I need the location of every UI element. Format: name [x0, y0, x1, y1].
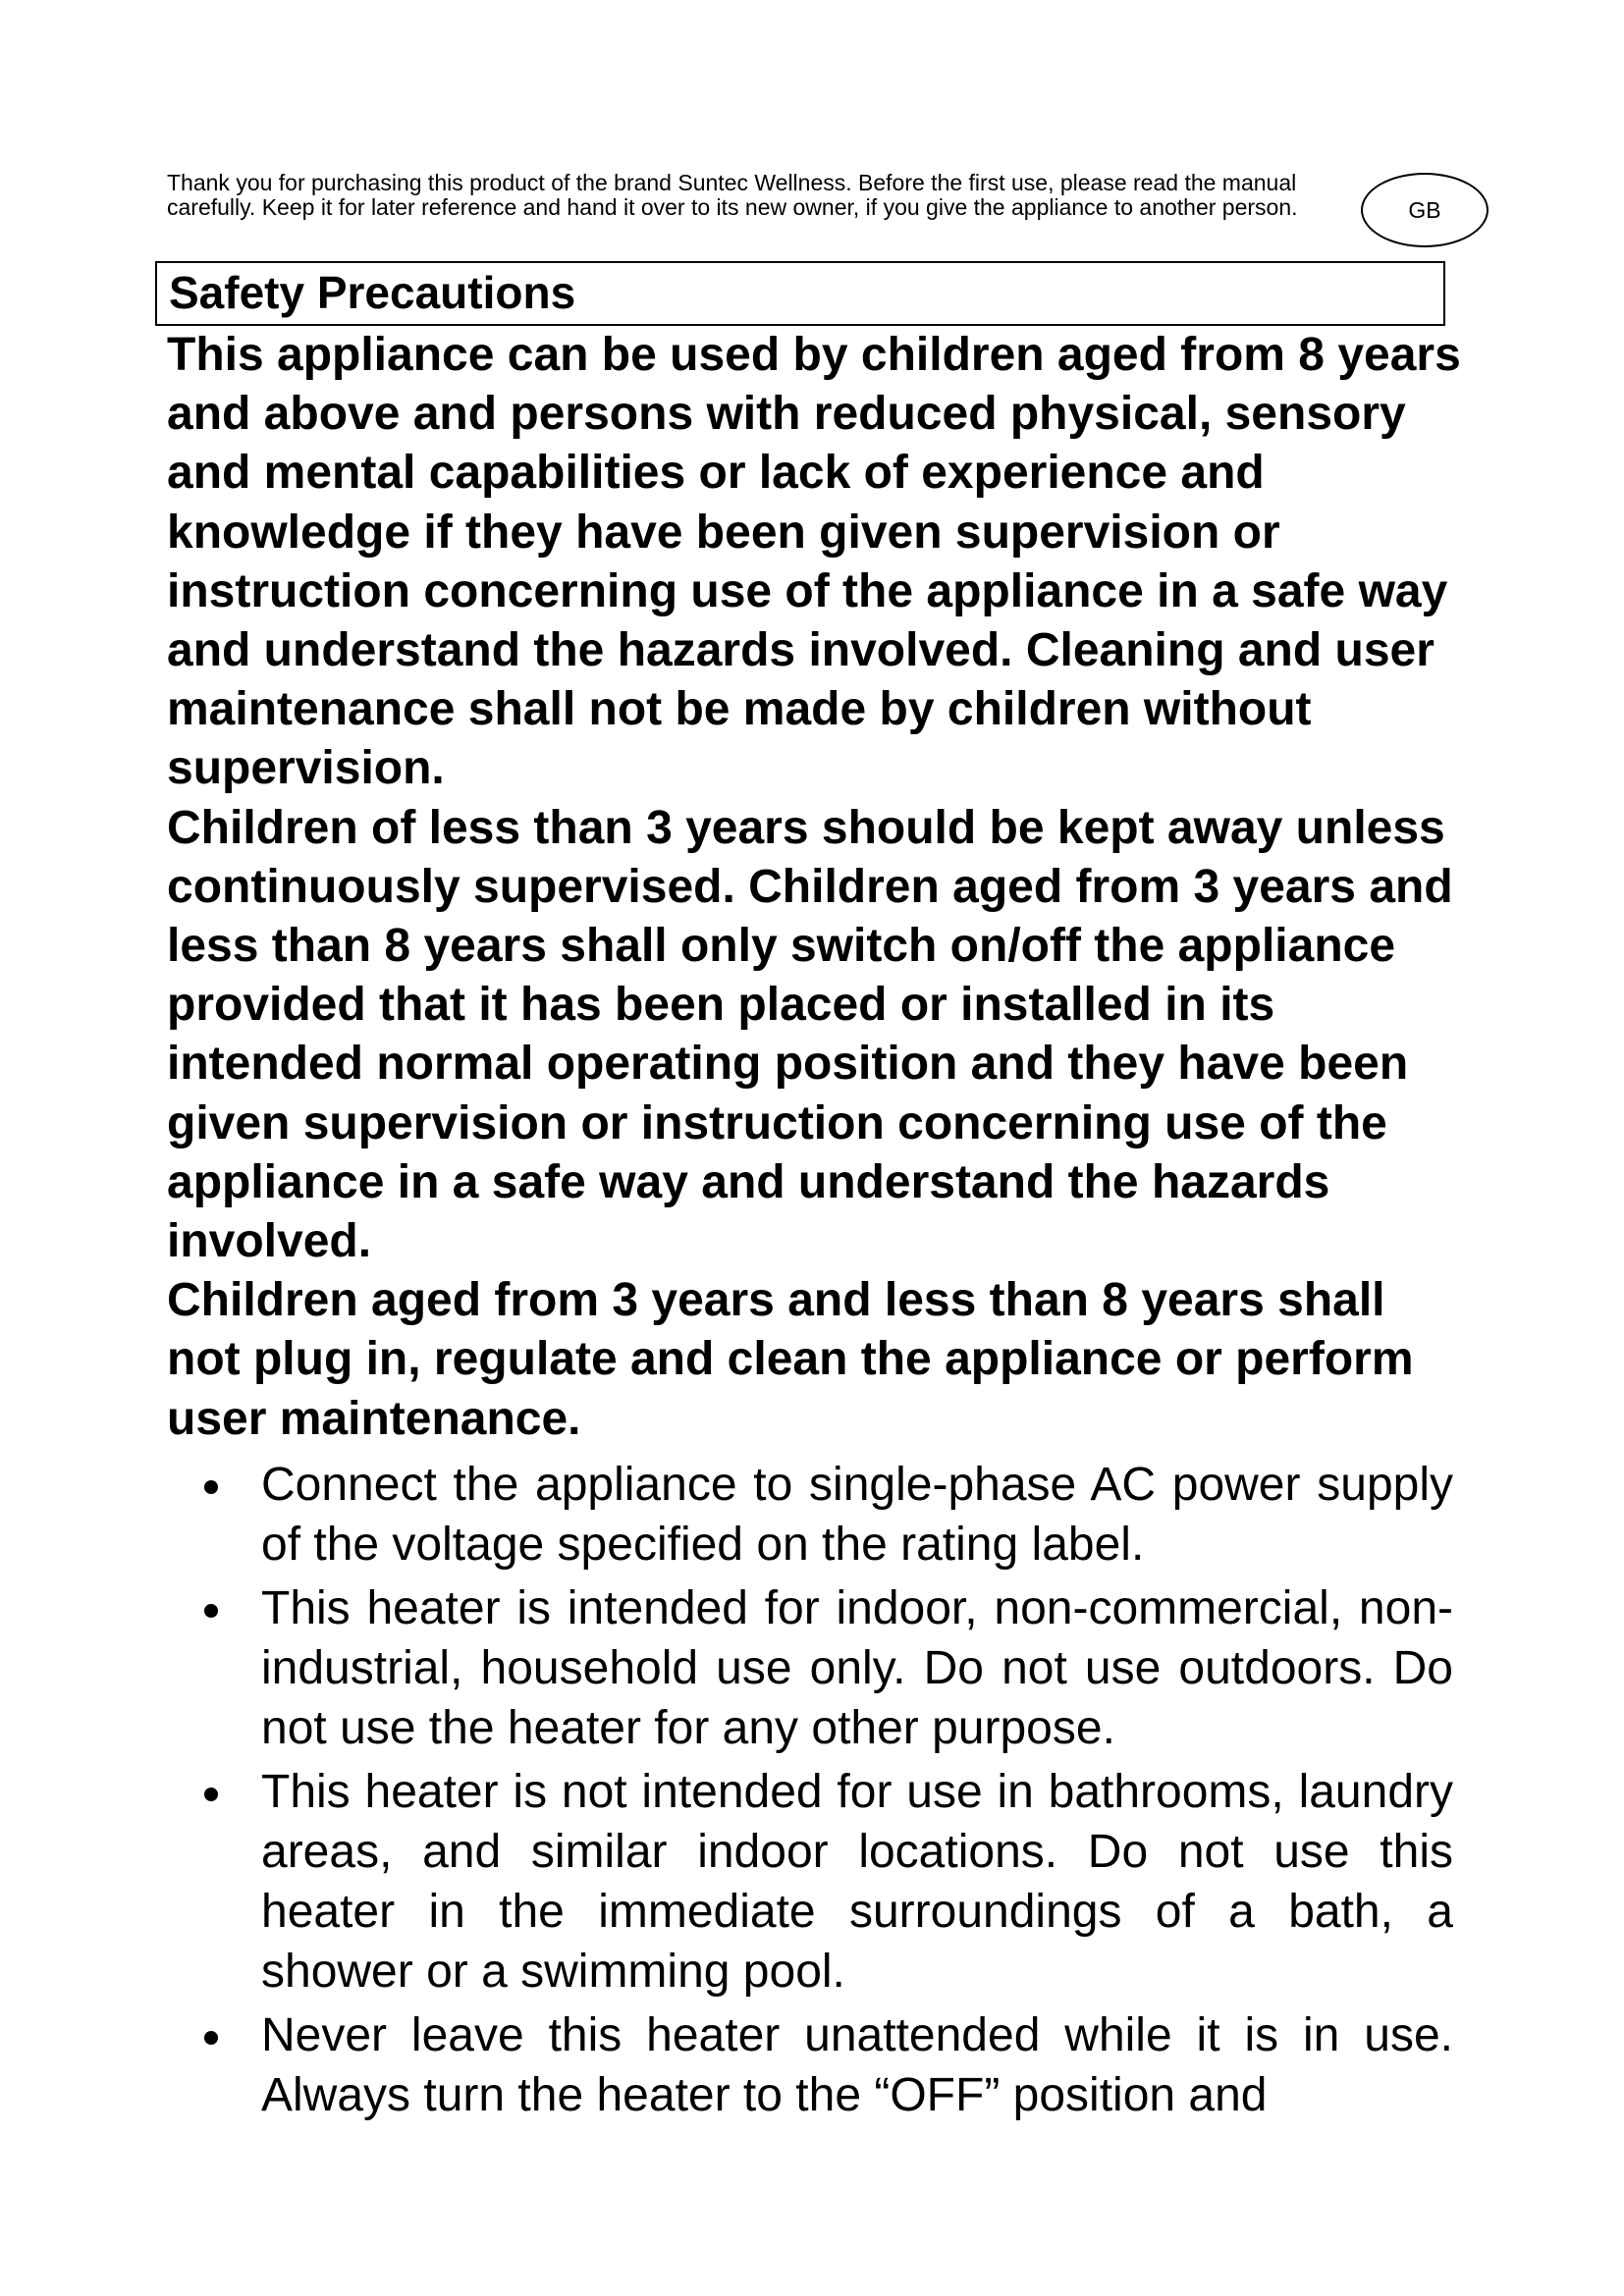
language-badge: GB — [1361, 173, 1489, 247]
section-title: Safety Precautions — [155, 261, 1445, 326]
warning-paragraph: Children of less than 3 years should be kept away unless continuously supervised. Children aged from 3 years and less than 8 years shall only switch on/off the appliance provided that it has been placed or installed in its intended normal operating position and they have been given supervision or instruction concerning use of the appliance in a safe way and understand the hazards involved. — [167, 801, 1453, 1268]
bullet-icon — [204, 2031, 218, 2045]
list-item — [204, 2005, 1453, 2125]
bullet-icon — [204, 1604, 218, 1618]
list-item — [204, 1455, 1453, 1575]
bullet-icon — [204, 1480, 218, 1494]
list-item-text: This heater is not intended for use in bathrooms, laundry areas, and similar indoor locations. Do not use this heater in the immediate surroundings of a bath, a shower or a swimming pool. — [261, 1766, 1453, 1998]
list-item — [204, 1578, 1453, 1758]
list-item-text: Connect the appliance to single-phase AC power supply of the voltage specified on the rating label. — [261, 1459, 1453, 1571]
warning-paragraph: This appliance can be used by children aged from 8 years and above and persons with reduced physical, sensory and mental capabilities or lack of experience and knowledge if they have been given supervision or instruction concerning use of the appliance in a safe way and understand the hazards involved. Cleaning and user maintenance shall not be made by children without supervision. — [167, 329, 1461, 795]
intro-text: Thank you for purchasing this product of the brand Suntec Wellness. Before the first use, please read the manual carefully. Keep it for later reference and hand it over to its new owner, if you give the appliance to another person. — [167, 170, 1298, 220]
bullet-icon — [204, 1788, 218, 1801]
list-item-text: This heater is intended for indoor, non-commercial, non-industrial, household use only. Do not use outdoors. Do not use the heater for any other purpose. — [261, 1582, 1453, 1754]
warning-paragraph: Children aged from 3 years and less than 8 years shall not plug in, regulate and clean the appliance or perform user maintenance. — [167, 1274, 1414, 1445]
list-item-text: Never leave this heater unattended while it is in use. Always turn the heater to the “OFF” position and — [261, 2009, 1453, 2121]
warning-block — [167, 326, 1463, 1449]
safety-bullet-list — [204, 1455, 1453, 2129]
list-item — [204, 1762, 1453, 2002]
